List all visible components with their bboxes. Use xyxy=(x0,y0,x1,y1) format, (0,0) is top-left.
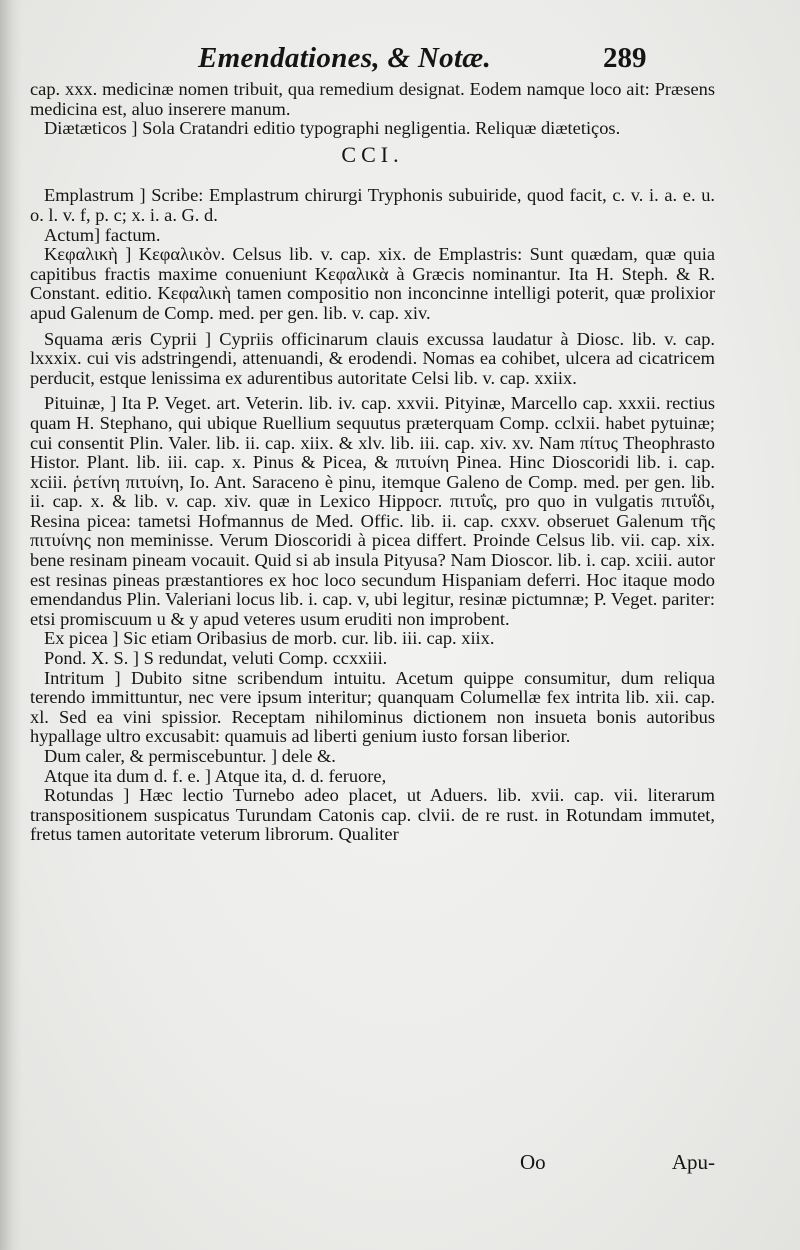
paragraph: Actum] factum. xyxy=(44,224,161,245)
paragraph: Dum caler, & permiscebuntur. ] dele &. xyxy=(44,746,336,766)
binding-shadow xyxy=(0,0,22,1250)
main-text xyxy=(30,80,715,845)
paragraph: Intritum ] Dubito sitne scribendum intuitu. Acetum quippe consumitur, dum reliqua terendo immittuntur, nec vere ipsum interitur; quanquam Columellæ fex intrita lib. xii. cap. xl. Sed ea vini spissior. Receptam nihilominus dictionem non insueta bonis autoribus hypallage ultro excusabit: quamuis ad liberti genium iusto forsan liberior. xyxy=(30,667,715,747)
paragraph: Squama æris Cyprii ] Cypriis officinarum clauis excussa laudatur à Diosc. lib. v. cap. lxxxix. cui vis adstringendi, attenuandi, & erodendi. Nomas ea cohibet, ulcera ad cicatricem perducit, estque lenissima ex adurentibus autoritate Celsi lib. v. cap. xxiix. xyxy=(30,328,715,388)
paragraph: cap. xxx. medicinæ nomen tribuit, qua remedium designat. Eodem namque loco ait: Præsens medicina est, aluo inserere manum. xyxy=(30,79,715,119)
paragraph: Pond. X. S. ] S redundat, veluti Comp. ccxxiii. xyxy=(44,648,388,669)
paragraph: Κεφαλικὴ ] Κεφαλικὸν. Celsus lib. v. cap. xix. de Emplastris: Sunt quædam, quæ quia capitibus fractis maxime conueniunt Κεφαλικὰ à Græcis nominantur. Ita H. Steph. & R. Constant. editio. Κεφαλικὴ tamen compositio non inconcinne intelligi poterit, quæ prolixior apud Galenum de Comp. med. per gen. lib. v. cap. xiv. xyxy=(30,244,715,323)
paragraph: Emplastrum ] Scribe: Emplastrum chirurgi Tryphonis subuiride, quod facit, c. v. i. a. e. u. o. l. v. f, p. c; x. i. a. G. d. xyxy=(30,185,715,225)
paragraph: Ex picea ] Sic etiam Oribasius de morb. cur. lib. iii. cap. xiix. xyxy=(44,628,495,649)
paragraph: Atque ita dum d. f. e. ] Atque ita, d. d. feruore, xyxy=(44,765,387,786)
section-heading: CCI. xyxy=(341,141,404,167)
paragraph: Diætæticos ] Sola Cratandri editio typographi negligentia. Reliquæ diætetiços. xyxy=(44,118,621,139)
paragraph: Rotundas ] Hæc lectio Turnebo adeo placet, ut Aduers. lib. xvii. cap. vii. literarum transpositionem suspicatus Turundam Catonis cap. clvii. de re rust. in Rotundam immutet, fretus tamen autoritate veterum librorum. Qualiter xyxy=(30,785,715,845)
signature-mark: Oo xyxy=(520,1150,546,1174)
paragraph: Pituinæ, ] Ita P. Veget. art. Veterin. lib. iv. cap. xxvii. Pityinæ, Marcello cap. xxxii. rectius quam H. Stephano, qui ubique Ruellium sequutus præterquam Comp. cclxii. habet pytuinæ; cui consentit Plin. Valer. lib. ii. cap. xiix. & xlv. lib. iii. cap. xiv. xv. Nam πίτυς Theophrasto Histor. Plant. lib. iii. cap. x. Pinus & Picea, & πιτυίνη Pinea. Hinc Dioscoridi lib. i. cap. xciii. ῥετίνη πιτυίνη, Io. Ant. Saraceno è pinu, itemque Galeno de Comp. med. per gen. lib. ii. cap. x. & lib. v. cap. xiv. quæ in Lexico Hippocr. πιτυΐς, pro quo in vulgatis πιτυΐδι, Resina picea: tametsi Hofmannus de Med. Offic. lib. ii. cap. cxxv. obseruet Galenum τῆς πιτυίνης non meminisse. Verum Dioscoridi à picea differt. Proinde Celsus lib. vii. cap. xix. bene resinam pineam vocauit. Quid si ab insula Pityusa? Nam Dioscor. lib. i. cap. xciii. autor est resinas pineas præstantiores ex hoc loco secundum Hispaniam deferri. Hoc itaque modo emendandus Plin. Valeriani locus lib. i. cap. v, ubi legitur, resinæ pictumnæ; P. Veget. pariter: etsi promiscuum u & y apud veteres usum eruditi non improbent. xyxy=(30,393,715,629)
page-header xyxy=(30,38,770,84)
page-number: 289 xyxy=(603,42,647,74)
page-footer xyxy=(30,1150,715,1180)
catchword: Apu- xyxy=(671,1150,715,1174)
running-title: Emendationes, & Notæ. xyxy=(198,42,492,74)
